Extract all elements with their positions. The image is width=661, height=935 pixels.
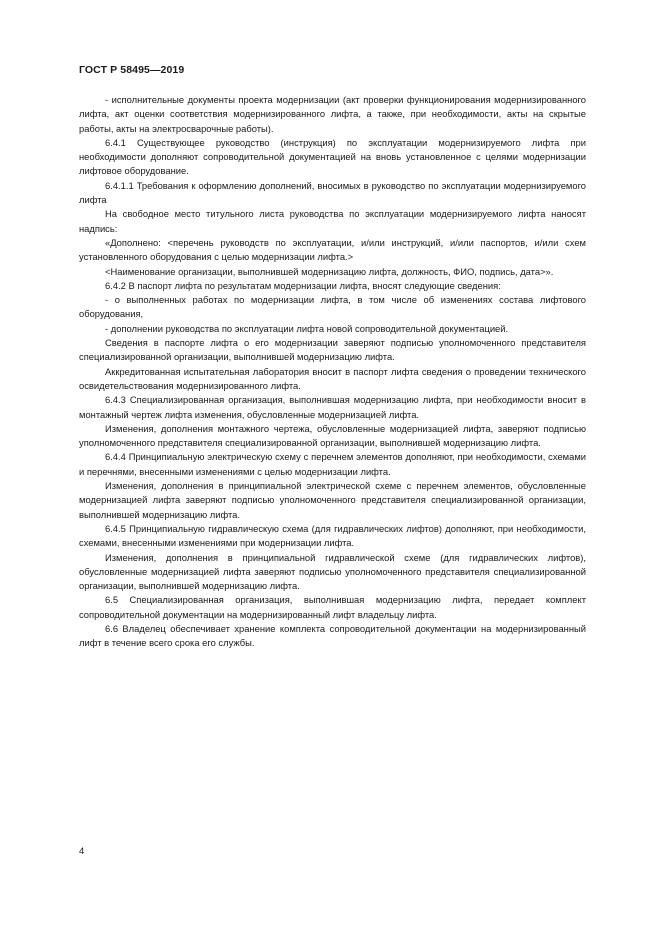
standard-header: ГОСТ Р 58495—2019 [79, 64, 185, 76]
paragraph-test-laboratory: Аккредитованная испытательная лаборатория вносит в паспорт лифта сведения о проведении технического освидетельствования модернизированного лифта. [79, 365, 586, 391]
paragraph-6-6: 6.6 Владелец обеспечивает хранение комплекта сопроводительной документации на модернизированный лифт в течение всего срока его службы. [79, 622, 586, 649]
paragraph-6-4-3: 6.4.3 Специализированная организация, выполнившая модернизацию лифта, при необходимости вносит в монтажный чертеж лифта изменения, обусловленные модернизацией лифта. [79, 394, 586, 420]
paragraph-executive-documents: - исполнительные документы проекта модернизации (акт проверки функционирования модернизированного лифта, акт оценки соответствия модернизированного лифта, а также, при необходимости, акты на скрытые работы, акты на электросварочные работы). [79, 94, 586, 134]
paragraph-title-sheet-note: На свободное место титульного листа руководства по эксплуатации модернизируемого лифта наносят надпись: [79, 208, 586, 234]
paragraph-mounting-drawing-changes: Изменения, дополнения монтажного чертежа, обусловленные модернизацией лифта, заверяют подписью уполномоченного представителя специализированной организации, выполнившей модернизацию лифта. [79, 422, 586, 449]
document-body [79, 93, 586, 651]
paragraph-6-4-4: 6.4.4 Принципиальную электрическую схему с перечнем элементов дополняют, при необходимости, схемами и перечнями, внесенными изменениями с целью модернизации лифта. [79, 451, 586, 477]
paragraph-supplemented-inscription: «Дополнено: <перечень руководств по эксплуатации, и/или инструкций, и/или паспортов, и/или схем установленного оборудования с целью модернизации лифта.> [79, 236, 586, 263]
list-item-manual-supplement: - дополнении руководства по эксплуатации лифта новой сопроводительной документацией. [105, 322, 509, 334]
list-item-works-performed: - о выполненных работах по модернизации лифта, в том числе об изменениях состава лифтового оборудования, [79, 294, 586, 320]
page-number: 4 [79, 846, 85, 857]
paragraph-organization-signature: <Наименование организации, выполнившей модернизацию лифта, должность, ФИО, подпись, дата>». [105, 265, 554, 277]
paragraph-hydraulic-scheme-changes: Изменения, дополнения в принципиальной гидравлической схеме (для гидравлических лифтов), обусловленные модернизацией лифта заверяют подписью уполномоченного представителя специализированной организации, выполнившей модернизацию лифта. [79, 551, 586, 592]
paragraph-electrical-scheme-changes: Изменения, дополнения в принципиальной электрической схеме с перечнем элементов, обусловленные модернизацией лифта заверяют подписью уполномоченного представителя специализированной организации, выполнившей модернизацию лифта. [79, 480, 586, 520]
paragraph-6-4-1: 6.4.1 Существующее руководство (инструкция) по эксплуатации модернизируемого лифта при необходимости дополняют сопроводительной документацией на вновь установленное с целями модернизации лифтовое оборудование. [79, 136, 586, 177]
paragraph-passport-certification: Сведения в паспорте лифта о его модернизации заверяют подписью уполномоченного представителя специализированной организации, выполнившей модернизацию лифта. [79, 337, 586, 363]
paragraph-6-4-1-1: 6.4.1.1 Требования к оформлению дополнений, вносимых в руководство по эксплуатации модернизируемого лифта [79, 179, 586, 206]
paragraph-6-4-2: 6.4.2 В паспорт лифта по результатам модернизации лифта, вносят следующие сведения: [105, 279, 501, 291]
paragraph-6-4-5: 6.4.5 Принципиальную гидравлическую схема (для гидравлических лифтов) дополняют, при необходимости, схемами, внесенными изменениями при модернизации лифта. [79, 522, 586, 549]
paragraph-6-5: 6.5 Специализированная организация, выполнившая модернизацию лифта, передает комплект сопроводительной документации на модернизированный лифт владельцу лифта. [79, 594, 586, 620]
